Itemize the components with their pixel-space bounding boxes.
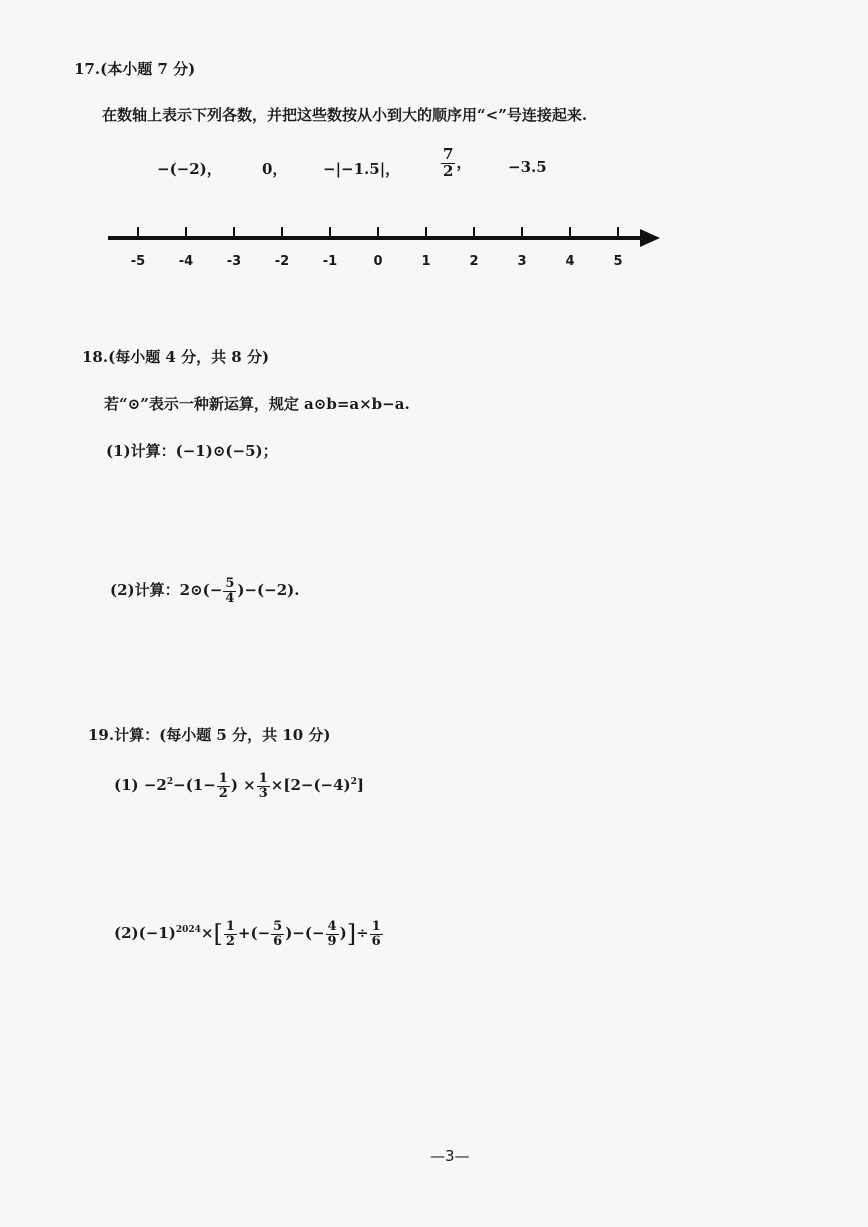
- number-line-label: 5: [613, 254, 623, 269]
- number-line-label: 2: [469, 254, 479, 269]
- number-line-label: -3: [226, 254, 242, 269]
- q19-part2: $(2)(-1)^{2024}\times$[ $\frac{1}{2}$ +(− $\frac{5}{6}$ )−(− $\frac{4}{9}$ )]÷ $\frac{1}{6}$: [114, 919, 381, 949]
- q17-num-a: −(−2)，: [157, 160, 222, 178]
- q18-part2: (2)计算：2⊙(− $\frac{5}{4}$ )−(−2).: [110, 576, 300, 606]
- q17-instruction: 在数轴上表示下列各数，并把这些数按从小到大的顺序用“<”号连接起来.: [102, 106, 588, 124]
- q19-part1: $(1) -2^2-(1-$ $\frac{1}{2}$ ) × $\frac{1}{3}$ $\times[2-(-4)^2]$: [114, 771, 365, 801]
- q17-num-d: $\frac{7}{2}$ ，: [443, 145, 472, 180]
- number-line-label: 1: [421, 254, 431, 269]
- number-line: [100, 210, 670, 270]
- number-line-label: 0: [373, 254, 383, 269]
- number-line-label: -5: [130, 254, 146, 269]
- number-line-label: -2: [274, 254, 290, 269]
- q17-num-c: −|−1.5|，: [323, 160, 401, 178]
- number-line-arrow: [640, 229, 660, 247]
- number-line-label: -4: [178, 254, 194, 269]
- q19-heading: 19.计算：(每小题 5 分，共 10 分): [88, 726, 331, 744]
- q17-num-b: 0，: [262, 160, 288, 178]
- page-number: —3—: [430, 1147, 470, 1165]
- q18-part1: (1)计算：(−1)⊙(−5)；: [106, 442, 278, 460]
- q17-heading: 17.(本小题 7 分): [74, 60, 196, 78]
- q18-heading: 18.(每小题 4 分，共 8 分): [82, 348, 270, 366]
- number-line-label: -1: [322, 254, 338, 269]
- number-line-label: 4: [565, 254, 575, 269]
- q18-intro: 若“⊙”表示一种新运算，规定 a⊙b=a×b−a.: [104, 395, 410, 413]
- q17-num-e: −3.5: [508, 158, 547, 176]
- number-line-label: 3: [517, 254, 527, 269]
